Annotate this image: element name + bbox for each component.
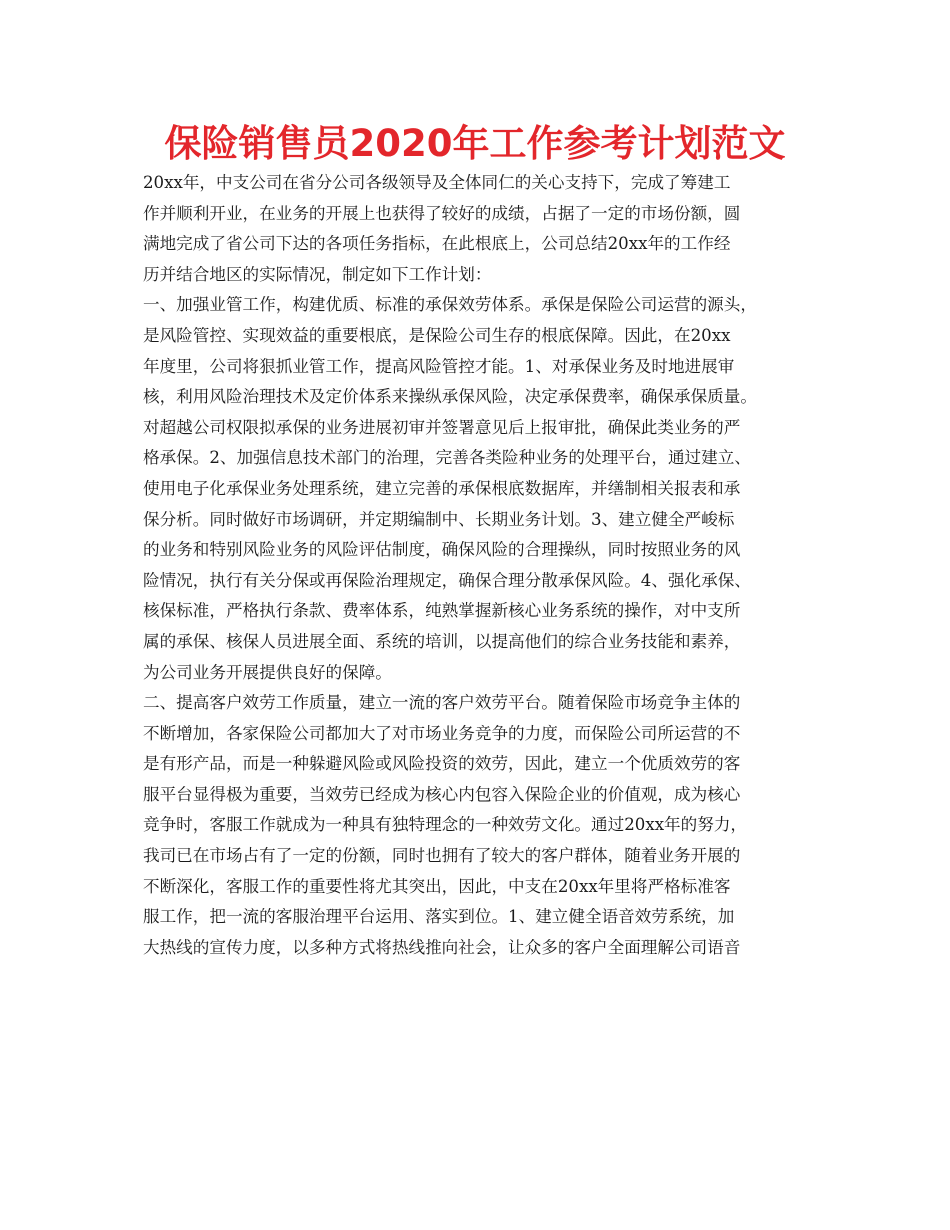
text-line: 服平台显得极为重要，当效劳已经成为核心内包容入保险企业的价值观，成为核心 — [143, 784, 741, 804]
text-line: 一、加强业管工作，构建优质、标准的承保效劳体系。承保是保险公司运营的源头， — [143, 295, 757, 315]
text-line: 大热线的宣传力度，以多种方式将热线推向社会，让众多的客户全面理解公司语音 — [143, 937, 741, 957]
text-line: 年度里，公司将狠抓业管工作，提高风险管控才能。1、对承保业务及时地进展审 — [143, 356, 735, 376]
text-line: 对超越公司权限拟承保的业务进展初审并签署意见后上报审批，确保此类业务的严 — [143, 417, 741, 437]
text-line: 格承保。2、加强信息技术部门的治理，完善各类险种业务的处理平台，通过建立、 — [143, 448, 751, 468]
text-line: 竞争时，客服工作就成为一种具有独特理念的一种效劳文化。通过20xx年的努力， — [143, 815, 748, 835]
document-title: 保险销售员2020年工作参考计划范文 — [164, 122, 786, 165]
text-line: 使用电子化承保业务处理系统，建立完善的承保根底数据库，并缮制相关报表和承 — [143, 478, 741, 498]
text-line: 属的承保、核保人员进展全面、系统的培训，以提高他们的综合业务技能和素养， — [143, 631, 741, 651]
text-line: 为公司业务开展提供良好的保障。 — [143, 662, 392, 682]
text-line: 我司已在市场占有了一定的份额，同时也拥有了较大的客户群体，随着业务开展的 — [143, 846, 741, 866]
text-line: 历并结合地区的实际情况，制定如下工作计划： — [143, 264, 492, 284]
text-line: 20xx年，中支公司在省分公司各级领导及全体同仁的关心支持下，完成了筹建工 — [143, 173, 731, 192]
text-line: 保分析。同时做好市场调研，并定期编制中、长期业务计划。3、建立健全严峻标 — [143, 509, 735, 529]
text-line: 满地完成了省公司下达的各项任务指标，在此根底上，公司总结20xx年的工作经 — [143, 234, 731, 254]
text-line: 核保标准，严格执行条款、费率体系，纯熟掌握新核心业务系统的操作，对中支所 — [143, 601, 741, 621]
text-line: 不断深化，客服工作的重要性将尤其突出，因此，中支在20xx年里将严格标准客 — [143, 876, 731, 896]
text-line: 不断增加，各家保险公司都加大了对市场业务竞争的力度，而保险公司所运营的不 — [143, 723, 741, 743]
text-line: 的业务和特别风险业务的风险评估制度，确保风险的合理操纵，同时按照业务的风 — [143, 540, 741, 560]
text-line: 是有形产品，而是一种躲避风险或风险投资的效劳，因此，建立一个优质效劳的客 — [143, 754, 741, 774]
text-line: 作并顺利开业，在业务的开展上也获得了较好的成绩，占据了一定的市场份额，圆 — [143, 203, 741, 223]
text-line: 险情况，执行有关分保或再保险治理规定，确保合理分散承保风险。4、强化承保、 — [143, 570, 751, 590]
text-line: 二、提高客户效劳工作质量，建立一流的客户效劳平台。随着保险市场竞争主体的 — [143, 693, 741, 713]
document-body — [143, 168, 828, 963]
text-line: 核，利用风险治理技术及定价体系来操纵承保风险，决定承保费率，确保承保质量。 — [143, 387, 757, 407]
text-line: 服工作，把一流的客服治理平台运用、落实到位。1、建立健全语音效劳系统，加 — [143, 907, 735, 927]
text-line: 是风险管控、实现效益的重要根底，是保险公司生存的根底保障。因此，在20xx — [143, 325, 731, 345]
